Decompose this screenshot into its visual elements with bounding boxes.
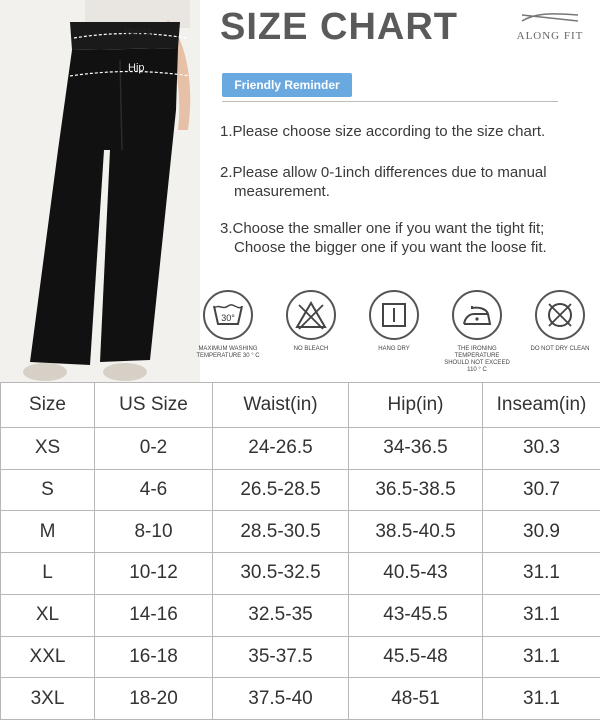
cell-waist: 32.5-35: [213, 594, 349, 636]
tip-2: 2.Please allow 0-1inch differences due to manual measurement.: [220, 164, 547, 200]
cell-us-size: 8-10: [95, 511, 213, 553]
cell-hip: 45.5-48: [349, 636, 483, 678]
cell-inseam: 30.9: [483, 511, 600, 553]
brand-name: ALONG FIT: [516, 30, 584, 42]
waist-label: Waist: [124, 26, 152, 38]
cell-inseam: 31.1: [483, 636, 600, 678]
cell-waist: 30.5-32.5: [213, 553, 349, 595]
cell-size: M: [1, 511, 95, 553]
brand-logo: [510, 10, 590, 42]
cell-hip: 38.5-40.5: [349, 511, 483, 553]
care-no-dry-clean: DO NOT DRY CLEAN: [525, 290, 595, 353]
table-row: [1, 428, 600, 470]
cell-hip: 43-45.5: [349, 594, 483, 636]
iron-icon: [452, 290, 502, 340]
table-row: [1, 511, 600, 553]
no-bleach-icon: [286, 290, 336, 340]
divider: [222, 101, 558, 102]
care-iron: THE IRONING TEMPERATURE SHOULD NOT EXCEED 110 ° C: [442, 290, 512, 374]
header-size: Size: [1, 383, 95, 428]
cell-hip: 48-51: [349, 678, 483, 720]
wash-temp-text: 30°: [221, 313, 235, 323]
cell-size: S: [1, 469, 95, 511]
cell-inseam: 31.1: [483, 553, 600, 595]
product-photo: [0, 0, 200, 382]
cell-inseam: 30.7: [483, 469, 600, 511]
cell-size: XXL: [1, 636, 95, 678]
cell-inseam: 30.3: [483, 428, 600, 470]
cell-us-size: 0-2: [95, 428, 213, 470]
cell-inseam: 31.1: [483, 594, 600, 636]
hip-label: Hip: [128, 62, 145, 74]
cell-size: XS: [1, 428, 95, 470]
table-header-row: [1, 383, 600, 428]
header-hip: Hip(in): [349, 383, 483, 428]
cell-hip: 36.5-38.5: [349, 469, 483, 511]
header-us-size: US Size: [95, 383, 213, 428]
table-row: [1, 553, 600, 595]
care-no-bleach: NO BLEACH: [276, 290, 346, 353]
friendly-reminder-badge: Friendly Reminder: [222, 73, 352, 97]
cell-waist: 24-26.5: [213, 428, 349, 470]
tip-3: 3.Choose the smaller one if you want the tight fit; Choose the bigger one if you want the loose fit.: [220, 220, 547, 256]
cell-waist: 28.5-30.5: [213, 511, 349, 553]
header-inseam: Inseam(in): [483, 383, 600, 428]
cell-us-size: 18-20: [95, 678, 213, 720]
page-title: SIZE CHART: [220, 6, 458, 48]
cell-inseam: 31.1: [483, 678, 600, 720]
cell-hip: 34-36.5: [349, 428, 483, 470]
size-table: [0, 382, 600, 720]
cell-us-size: 10-12: [95, 553, 213, 595]
tip-1: 1.Please choose size according to the size chart.: [220, 123, 546, 140]
care-wash: 30° MAXIMUM WASHING TEMPERATURE 30 ° C: [193, 290, 263, 360]
table-row: [1, 636, 600, 678]
table-row: [1, 678, 600, 720]
cell-size: 3XL: [1, 678, 95, 720]
no-dry-clean-icon: [535, 290, 585, 340]
table-row: [1, 469, 600, 511]
hang-dry-icon: [369, 290, 419, 340]
pants-illustration: [0, 0, 200, 382]
cell-waist: 26.5-28.5: [213, 469, 349, 511]
cell-us-size: 4-6: [95, 469, 213, 511]
cell-hip: 40.5-43: [349, 553, 483, 595]
header-waist: Waist(in): [213, 383, 349, 428]
brand-mark-icon: [520, 11, 580, 23]
cell-size: XL: [1, 594, 95, 636]
cell-waist: 35-37.5: [213, 636, 349, 678]
cell-us-size: 14-16: [95, 594, 213, 636]
cell-size: L: [1, 553, 95, 595]
cell-waist: 37.5-40: [213, 678, 349, 720]
wash-30-icon: [203, 290, 253, 340]
care-hang-dry: HANG DRY: [359, 290, 429, 353]
cell-us-size: 16-18: [95, 636, 213, 678]
table-row: [1, 594, 600, 636]
